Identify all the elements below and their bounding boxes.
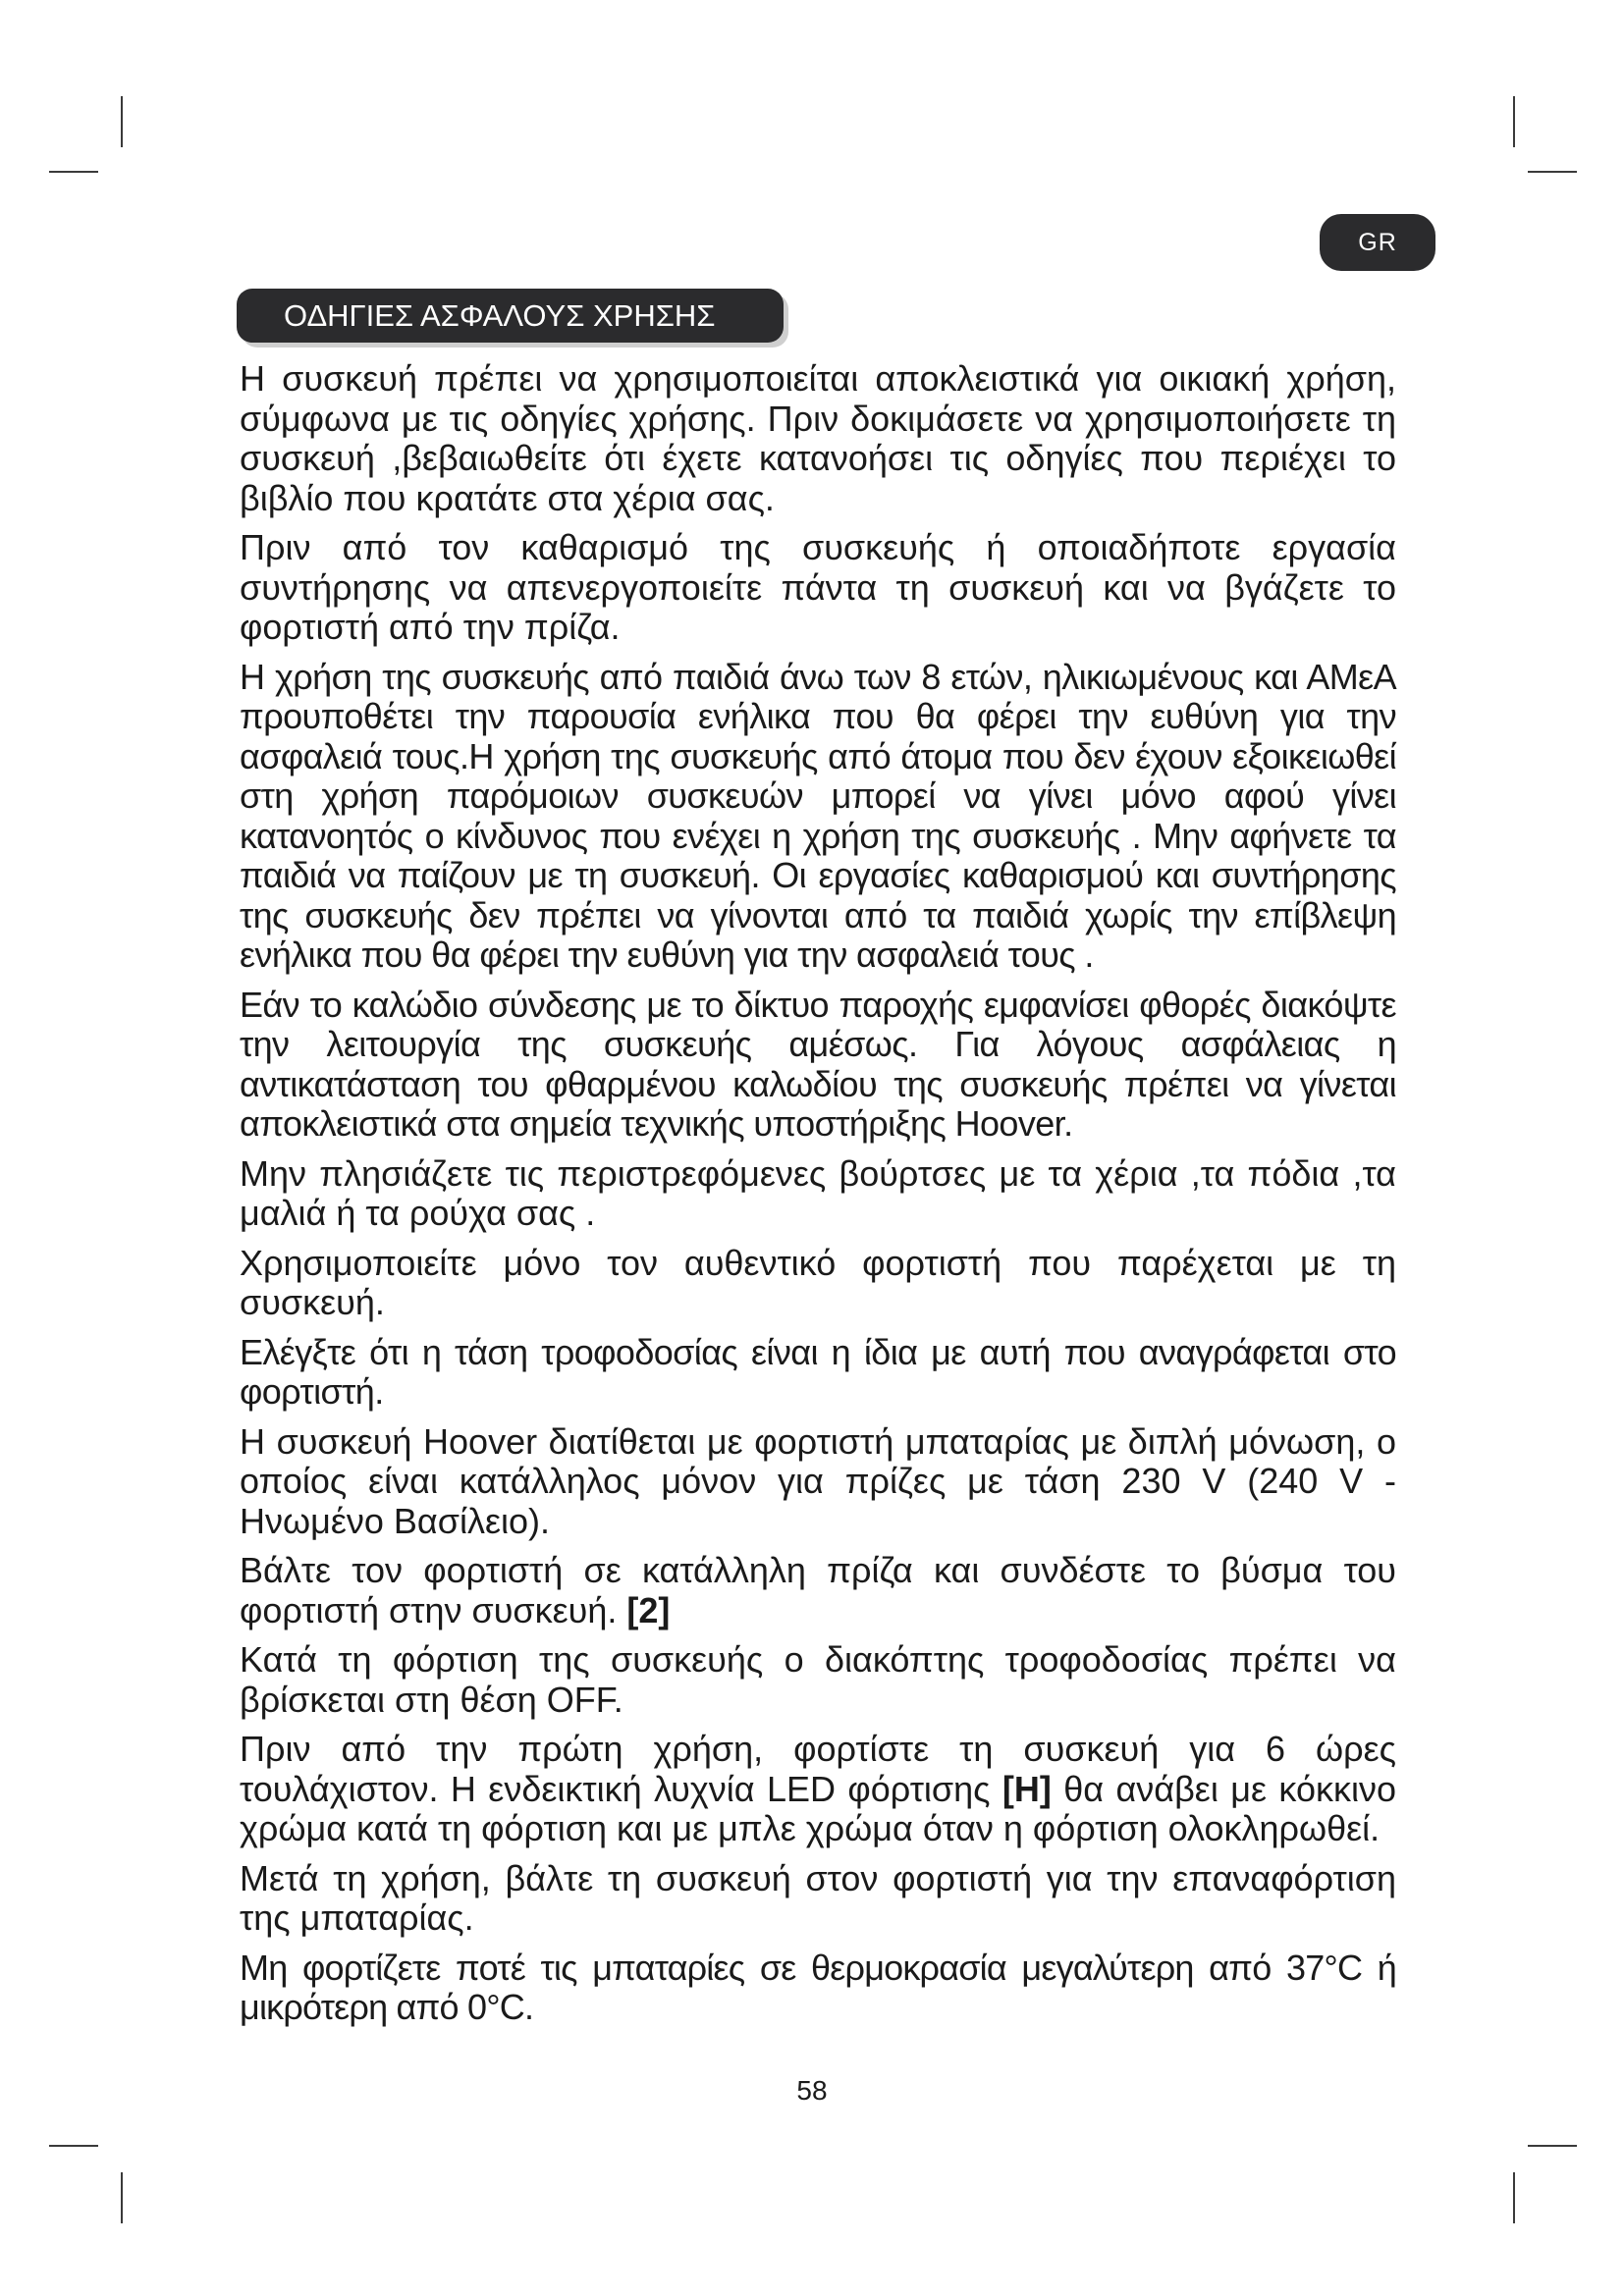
paragraph-cleaning: Πριν από τον καθαρισμό της συσκευής ή οποιαδήποτε εργασία συντήρησης να απενεργοποιείτε πάντα τη συσκευή και να βγάζετε το φορτιστή από την πρίζα. (240, 527, 1396, 647)
figure-ref-2: [2] (626, 1589, 671, 1630)
crop-mark-bottom-right-h (1528, 2145, 1577, 2147)
crop-mark-bottom-left-v (121, 2172, 123, 2223)
plug-charger-text: Βάλτε τον φορτιστή σε κατάλληλη πρίζα και συνδέστε το βύσμα του φορτιστή στην συσκευή. (240, 1550, 1396, 1630)
crop-mark-top-right-h (1528, 171, 1577, 173)
paragraph-plug-charger (240, 1551, 1396, 1630)
paragraph-cable-damage: Εάν το καλώδιο σύνδεσης με το δίκτυο παροχής εμφανίσει φθορές διακόψτε την λειτουργία της συσκευής αμέσως. Για λόγους ασφάλειας η αντικατάσταση του φθαρμένου καλωδίου της συσκευής πρέπει να γίνεται αποκλειστικά στα σημεία τεχνικής υποστήριξης Hoover. (240, 984, 1396, 1144)
paragraph-children: Η χρήση της συσκευής από παιδιά άνω των 8 ετών, ηλικιωμένους και ΑΜεΑ προυποθέτει την παρουσία ενήλικα που θα φέρει την ευθύνη για την ασφαλειά τους.Η χρήση της συσκευής από άτομα που δεν έχουν εξοικειωθεί στη χρήση παρόμοιων συσκευών μπορεί να γίνει μόνο αφού γίνει κατανοητός ο κίνδυνος που ενέχει η χρήση της συσκευής . Μην αφήνετε τα παιδιά να παίζουν με τη συσκευή. Οι εργασίες καθαρισμού και συντήρησης της συσκευής δεν πρέπει να γίνονται από τα παιδιά χωρίς την επίβλεψη ενήλικα που θα φέρει την ευθύνη για την ασφαλειά τους . (240, 656, 1396, 975)
crop-mark-bottom-right-v (1513, 2172, 1515, 2223)
paragraph-recharge: Μετά τη χρήση, βάλτε τη συσκευή στον φορτιστή για την επαναφόρτιση της μπαταρίας. (240, 1857, 1396, 1938)
figure-ref-h: [H] (1001, 1768, 1052, 1809)
section-title: ΟΔΗΓΙΕΣ ΑΣΦΑΛΟΥΣ ΧΡΗΣΗΣ (237, 289, 784, 343)
language-badge: GR (1320, 214, 1435, 271)
paragraph-voltage-check: Ελέγξτε ότι η τάση τροφοδοσίας είναι η ίδια με αυτή που αναγράφεται στο φορτιστή. (240, 1331, 1396, 1412)
paragraph-double-insulation: Η συσκευή Hoover διατίθεται με φορτιστή μπαταρίας με διπλή μόνωση, ο οποίος είναι κατάλληλος μόνον για πρίζες με τάση 230 V (240 V - Ηνωμένο Βασίλειο). (240, 1420, 1396, 1541)
safety-instructions-body (240, 359, 1396, 2038)
paragraph-domestic-use: Η συσκευή πρέπει να χρησιμοποιείται αποκλειστικά για οικιακή χρήση, σύμφωνα με τις οδηγίες χρήσης. Πριν δοκιμάσετε να χρησιμοποιήσετε τη συσκευή ,βεβαιωθείτε ότι έχετε κατανοήσει τις οδηγίες που περιέχει το βιβλίο που κρατάτε στα χέρια σας. (240, 358, 1396, 518)
led-text-before: Πριν από την πρώτη χρήση, φορτίστε τη συσκευή για 6 ώρες τουλάχιστον. Η ενδεικτική λυχνία LED φόρτισης (240, 1729, 1396, 1809)
crop-mark-top-left-h (49, 171, 98, 173)
page-number: 58 (796, 2075, 828, 2106)
led-text-after: θα ανάβει με κόκκινο χρώμα κατά τη φόρτιση και με μπλε χρώμα όταν η φόρτιση ολοκληρωθεί. (240, 1768, 1396, 1848)
crop-mark-top-right-v (1513, 96, 1515, 147)
paragraph-brushes: Μην πλησιάζετε τις περιστρεφόμενες βούρτσες με τα χέρια ,τα πόδια ,τα μαλιά ή τα ρούχα σας . (240, 1152, 1396, 1233)
paragraph-switch-off: Κατά τη φόρτιση της συσκευής ο διακόπτης τροφοδοσίας πρέπει να βρίσκεται στη θέση OFF. (240, 1639, 1396, 1720)
paragraph-led-indicator (240, 1730, 1396, 1849)
crop-mark-bottom-left-h (49, 2145, 98, 2147)
paragraph-temperature: Μη φορτίζετε ποτέ τις μπαταρίες σε θερμοκρασία μεγαλύτερη από 37°C ή μικρότερη από 0°C. (240, 1947, 1396, 2027)
paragraph-original-charger: Χρησιμοποιείτε μόνο τον αυθεντικό φορτιστή που παρέχεται με τη συσκευή. (240, 1242, 1396, 1322)
crop-mark-top-left-v (121, 96, 123, 147)
